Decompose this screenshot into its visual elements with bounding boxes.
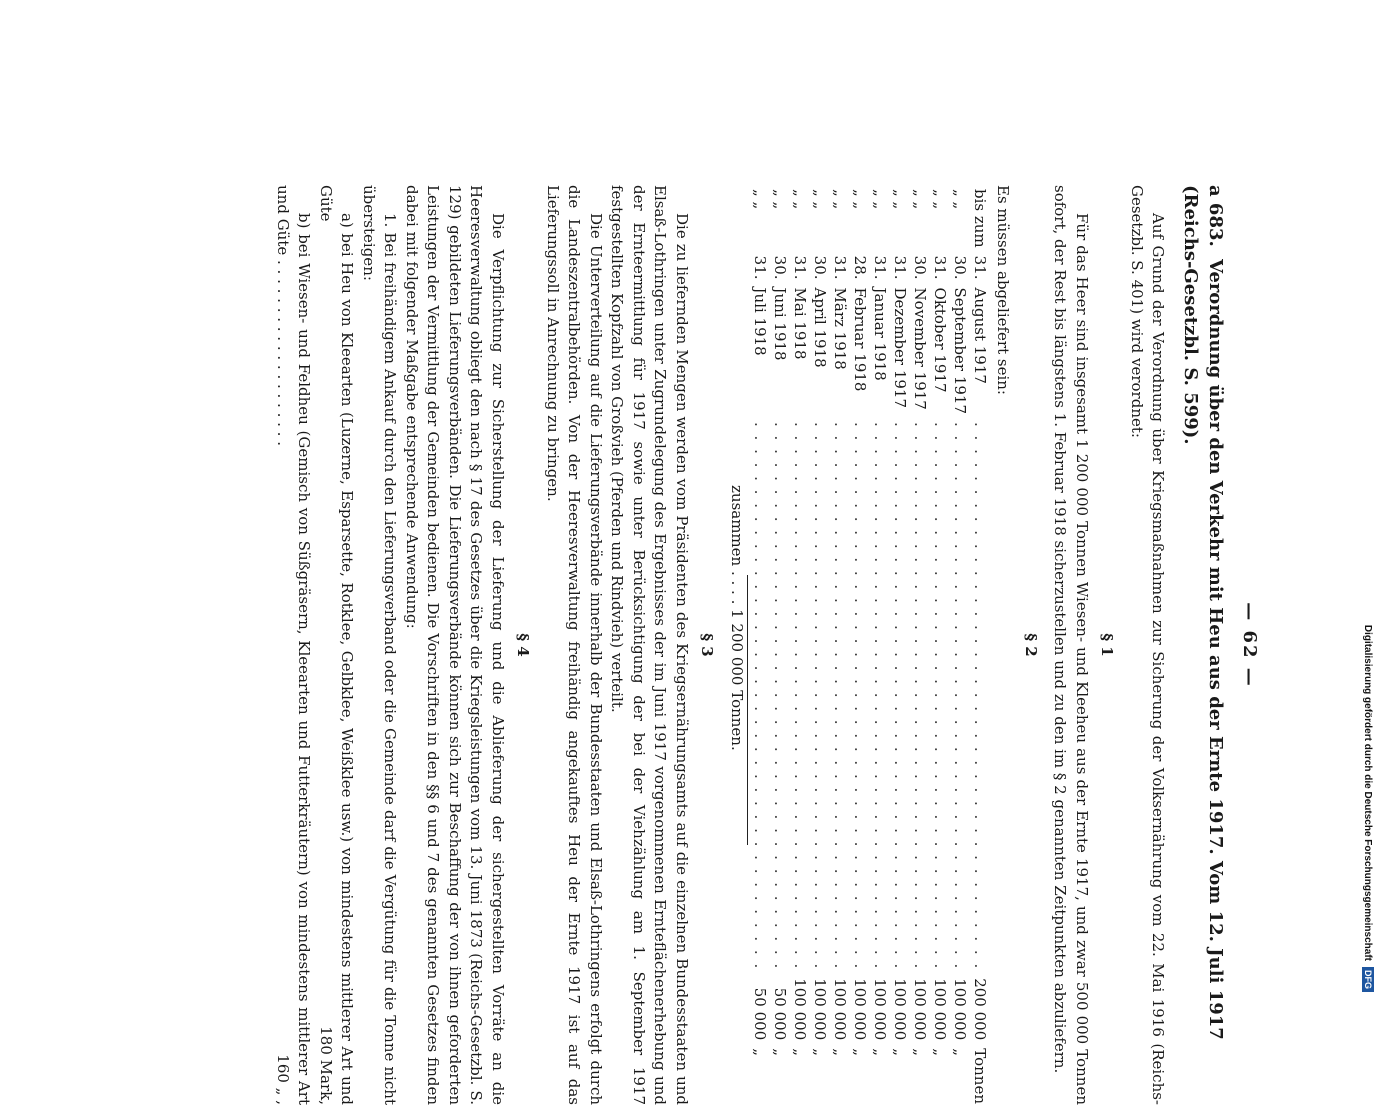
schedule-day: 30. [811, 255, 829, 280]
schedule-unit: „ [851, 1048, 869, 1057]
section-1-text: Für das Heer sind insgesamt 1 200 000 Tonnen Wiesen- und Kleeheu aus der Ernte 1917, und zwar 500 000 Tonnen sofort, der Rest bis längstens 1. Februar 1918 sicherzustellen und zu den im § 2 genannten Zeitpunkten abzuliefern. [1051, 185, 1091, 1105]
schedule-leader: . . . . . . . . . . . . . . . . . . . . . . . . . . . . . . . . . . . . . . . . . [831, 422, 849, 971]
schedule-row [830, 185, 850, 1108]
schedule-leader: . . . . . . . . . . . . . . . . . . . . . . . . . . . . . . . . . . . . . . . . . [851, 422, 869, 971]
intro-paragraph: Auf Grund der Verordnung über Kriegsmaßnahmen zur Sicherung der Volksernährung vom 22. Mai 1916 (Reichs-Gesetzbl. S. 401) wird verordnet: [1128, 185, 1168, 1105]
schedule-day: 31. [791, 255, 809, 280]
schedule-prefix: bis zum [971, 189, 989, 248]
schedule-row [930, 185, 950, 1108]
schedule-row [770, 185, 790, 1108]
decree-title [1179, 185, 1229, 1105]
section-4-item-1: 1. Bei freihändigem Ankauf durch den Lieferungsverband oder die Gemeinde darf die Vergütung für die Tonne nicht übersteigen: [360, 185, 400, 1105]
sum-rule [747, 575, 748, 845]
schedule-day: 31. [871, 255, 889, 280]
item-a-value: 180 Mark, [317, 1026, 335, 1105]
section-4-heading: § 4 [514, 633, 533, 657]
schedule-day: 30. [771, 255, 789, 280]
section-3-paragraph-1: Die zu liefernden Mengen werden vom Präsidenten des Kriegsernährungsamts auf die einzelnen Bundesstaaten und Elsaß-Lothringen unter Zugrundelegung des Ergebnisses der im Juni 1917 vorgenommenen Ernteflächenerhebung und der Ernteermittlung für 1917 sowie unter Berücksichtigung der bei der Viehzählung am 1. September 1917 festgestellten Kopfzahl von Großvieh (Pferden und Rindvieh) verteilt. [608, 185, 691, 1105]
schedule-amount: 100 000 [831, 978, 849, 1041]
schedule-leader: . . . . . . . . . . . . . . . . . . . . . . . . . . . . . . . . . . . . . . . . . [751, 422, 769, 971]
schedule-amount: 100 000 [931, 978, 949, 1041]
schedule-month: Januar 1918 [871, 287, 889, 381]
schedule-month: Juni 1918 [771, 287, 789, 361]
item-a-text: a) bei Heu von Kleearten (Luzerne, Esparsette, Rotklee, Gelbklee, Weißklee usw.) von mindestens mittlerer Art und Güte [317, 185, 357, 1105]
schedule-row [870, 185, 890, 1108]
section-2-lead: Es müssen abgeliefert sein: [994, 185, 1013, 395]
schedule-month: April 1918 [811, 287, 829, 368]
schedule-amount: 100 000 [851, 978, 869, 1041]
schedule-prefix: „ „ [951, 189, 969, 210]
schedule-day: 31. [971, 255, 989, 280]
schedule-prefix: „ „ [771, 189, 789, 210]
schedule-row [790, 185, 810, 1108]
schedule-leader: . . . . . . . . . . . . . . . . . . . . . . . . . . . . . . . . . . . . . . . . . [771, 422, 789, 971]
schedule-row [810, 185, 830, 1108]
section-2-heading: § 2 [1022, 633, 1040, 657]
schedule-day: 28. [851, 255, 869, 280]
schedule-row [890, 185, 910, 1108]
schedule-amount: 200 000 [971, 978, 989, 1041]
schedule-prefix: „ „ [891, 189, 909, 210]
schedule-amount: 100 000 [811, 978, 829, 1041]
schedule-month: Dezember 1917 [891, 287, 909, 409]
schedule-unit: „ [911, 1048, 929, 1057]
schedule-amount: 100 000 [871, 978, 889, 1041]
schedule-row [970, 185, 990, 1108]
schedule-unit: „ [891, 1048, 909, 1057]
decree-number: a 683. [1205, 185, 1227, 247]
schedule-amount: 100 000 [951, 978, 969, 1041]
schedule-prefix: „ „ [911, 189, 929, 210]
schedule-leader: . . . . . . . . . . . . . . . . . . . . . . . . . . . . . . . . . . . . . . . . . [931, 422, 949, 971]
schedule-prefix: „ „ [871, 189, 889, 210]
digitization-banner [1355, 8, 1381, 992]
schedule-total [726, 485, 748, 1105]
item-b-text: b) bei Wiesen- und Feldheu (Gemisch von Süßgräsern, Kleearten und Futterkräutern) von mindestens mittlerer Art und Güte . . . . . . . . . . . . . . . . . . . . [274, 185, 314, 1105]
schedule-leader: . . . . . . . . . . . . . . . . . . . . . . . . . . . . . . . . . . . . . . . . . [951, 422, 969, 971]
schedule-unit: „ [931, 1048, 949, 1057]
schedule-month: Oktober 1917 [931, 287, 949, 393]
schedule-day: 31. [831, 255, 849, 280]
schedule-prefix: „ „ [931, 189, 949, 210]
schedule-leader: . . . . . . . . . . . . . . . . . . . . . . . . . . . . . . . . . . . . . . . . . [971, 422, 989, 971]
page-content [150, 185, 1260, 1105]
schedule-leader: . . . . . . . . . . . . . . . . . . . . . . . . . . . . . . . . . . . . . . . . . [811, 422, 829, 971]
schedule-unit: „ [791, 1048, 809, 1057]
schedule-prefix: „ „ [831, 189, 849, 210]
schedule-month: November 1917 [911, 287, 929, 410]
schedule-row [850, 185, 870, 1108]
schedule-unit: „ [771, 1048, 789, 1057]
schedule-day: 31. [751, 255, 769, 280]
schedule-day: 30. [951, 255, 969, 280]
schedule-month: September 1917 [951, 287, 969, 414]
schedule-month: Juli 1918 [751, 287, 769, 356]
schedule-unit: „ [951, 1048, 969, 1057]
schedule-row [950, 185, 970, 1108]
schedule-month: März 1918 [831, 287, 849, 370]
total-label: zusammen . . . . [728, 485, 746, 605]
section-4-paragraph-1: Die Verpflichtung zur Sicherstellung der Lieferung und die Ablieferung der sichergestellten Vorräte an die Heeresverwaltung obliegt den nach § 17 des Gesetzes über die Kriegsleistungen vom 13. Juni 1873 (Reichs-Gesetzbl. S. 129) gebildeten Lieferungsverbänden. Die Lieferungsverbände können sich zur Beschaffung der von ihnen geforderten Leistungen der Vermittlung der Gemeinden bedienen. Die Vorschriften in den §§ 6 und 7 des genannten Gesetzes finden dabei mit folgender Maßgabe entsprechende Anwendung: [403, 185, 507, 1105]
total-value: 1 200 000 Tonnen. [728, 609, 746, 751]
schedule-month: Mai 1918 [791, 287, 809, 360]
schedule-leader: . . . . . . . . . . . . . . . . . . . . . . . . . . . . . . . . . . . . . . . . . [891, 422, 909, 971]
schedule-amount: 100 000 [911, 978, 929, 1041]
schedule-leader: . . . . . . . . . . . . . . . . . . . . . . . . . . . . . . . . . . . . . . . . . [871, 422, 889, 971]
schedule-day: 31. [931, 255, 949, 280]
schedule-row [750, 185, 770, 1108]
schedule-prefix: „ „ [851, 189, 869, 210]
schedule-unit: „ [811, 1048, 829, 1057]
section-3-heading: § 3 [698, 633, 717, 657]
schedule-prefix: „ „ [811, 189, 829, 210]
section-4-item-b [272, 185, 315, 1105]
schedule-amount: 100 000 [791, 978, 809, 1041]
section-4-item-a [315, 185, 358, 1105]
item-b-value: 160 „ , [274, 1054, 292, 1105]
schedule-unit: Tonnen [971, 1048, 989, 1104]
schedule-unit: „ [751, 1048, 769, 1057]
banner-text: Digitalisierung gefördert durch die Deutsche Forschungsgemeinschaft [1362, 624, 1374, 961]
schedule-amount: 50 000 [771, 987, 789, 1041]
schedule-leader: . . . . . . . . . . . . . . . . . . . . . . . . . . . . . . . . . . . . . . . . . [911, 422, 929, 971]
schedule-unit: „ [831, 1048, 849, 1057]
schedule-row [910, 185, 930, 1108]
schedule-day: 31. [891, 255, 909, 280]
delivery-schedule-table [750, 185, 990, 1108]
schedule-day: 30. [911, 255, 929, 280]
scanned-page [70, 30, 1290, 1105]
section-1-heading: § 1 [1098, 633, 1117, 657]
decree-title-text: Verordnung über den Verkehr mit Heu aus der Ernte 1917. Vom 12. Juli 1917 (Reichs-Gesetzbl. S. 599). [1180, 185, 1227, 1040]
schedule-amount: 100 000 [891, 978, 909, 1041]
dfg-logo: DFG [1362, 967, 1374, 992]
schedule-leader: . . . . . . . . . . . . . . . . . . . . . . . . . . . . . . . . . . . . . . . . . [791, 422, 809, 971]
schedule-prefix: „ „ [791, 189, 809, 210]
page-number: — 62 — [1239, 602, 1260, 688]
schedule-amount: 50 000 [751, 987, 769, 1041]
schedule-prefix: „ „ [751, 189, 769, 210]
section-3-paragraph-2: Die Unterverteilung auf die Lieferungsverbände innerhalb der Bundesstaaten und Elsaß-Lothringens erfolgt durch die Landeszentralbehörden. Von der Heeresverwaltung freihändig angekauftes Heu der Ernte 1917 ist auf das Lieferungssoll in Anrechnung zu bringen. [544, 185, 605, 1105]
schedule-month: Februar 1918 [851, 287, 869, 392]
schedule-unit: „ [871, 1048, 889, 1057]
schedule-month: August 1917 [971, 287, 989, 384]
